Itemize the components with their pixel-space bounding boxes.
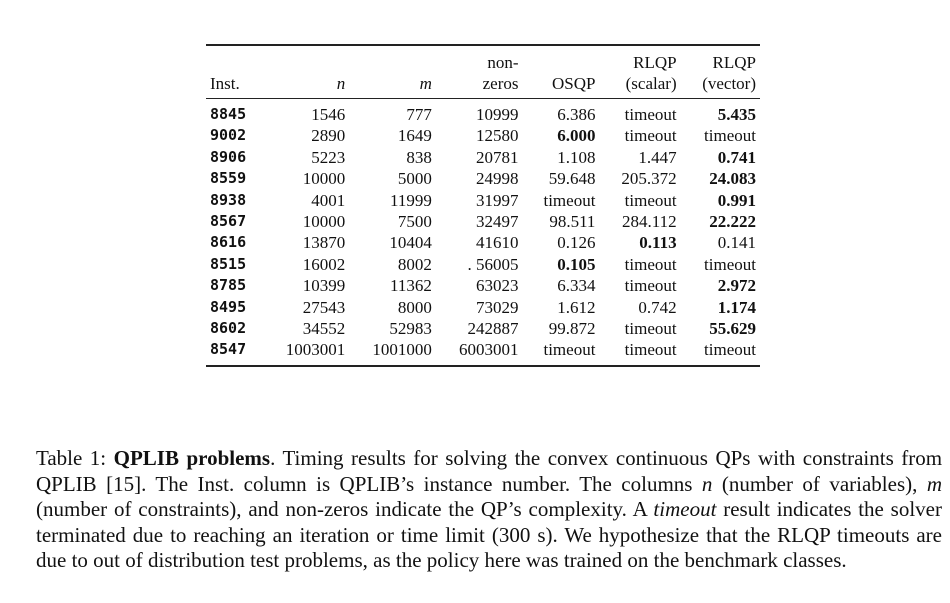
cell-osqp: 0.105 <box>557 254 596 274</box>
table-row <box>206 190 760 211</box>
cell-nonzeros: 20781 <box>476 147 519 167</box>
header-rlqp-scalar-line1: RLQP <box>633 53 677 72</box>
cell-rlqp-scalar: timeout <box>624 126 677 146</box>
table-row <box>206 318 760 339</box>
cell-nonzeros: 12580 <box>476 126 519 146</box>
caption-text-4: result indicates the solver terminated due to reaching an iteration or time limit (300 s). We hypothesize that the RLQP timeouts are due to out of distribution test problems, as the policy here was trained on the benchmark classes. <box>36 497 942 572</box>
cell-nonzeros: 63023 <box>476 276 519 296</box>
cell-osqp: 0.126 <box>557 233 596 253</box>
cell-n: 4001 <box>311 190 346 210</box>
cell-rlqp-scalar: timeout <box>624 340 677 360</box>
cell-osqp: 6.000 <box>557 126 596 146</box>
cell-rlqp-scalar: 0.113 <box>639 233 677 253</box>
cell-inst: 8845 <box>210 105 247 123</box>
results-table-container <box>206 44 760 367</box>
cell-m: 838 <box>406 147 432 167</box>
table-row <box>206 99 760 126</box>
table-row <box>206 275 760 296</box>
cell-m: 10404 <box>389 233 432 253</box>
header-nonzeros: zeros <box>482 74 519 93</box>
cell-m: 1001000 <box>372 340 432 360</box>
header-osqp: OSQP <box>551 74 596 93</box>
cell-rlqp-scalar: timeout <box>624 254 677 274</box>
cell-rlqp-scalar: 284.112 <box>621 212 677 232</box>
cell-rlqp-scalar: timeout <box>624 276 677 296</box>
header-rlqp-vector-line1: RLQP <box>712 53 756 72</box>
header-m-line1 <box>349 45 436 73</box>
cell-n: 2890 <box>311 126 346 146</box>
cell-rlqp-vector: 55.629 <box>709 319 756 339</box>
cell-inst: 8515 <box>210 254 247 273</box>
cell-rlqp-vector: timeout <box>704 126 756 146</box>
cell-inst: 8495 <box>210 297 247 316</box>
header-row-1 <box>206 45 760 73</box>
cell-nonzeros: 10999 <box>476 105 519 124</box>
cell-osqp: 99.872 <box>548 319 596 339</box>
cell-inst: 9002 <box>210 126 247 145</box>
header-inst-line1 <box>206 45 263 73</box>
cell-n: 10399 <box>302 276 346 296</box>
cell-osqp: timeout <box>543 340 596 360</box>
cell-nonzeros: . 56005 <box>467 254 519 274</box>
cell-osqp: 6.386 <box>557 105 596 124</box>
table-body <box>206 99 760 366</box>
table-row <box>206 147 760 168</box>
cell-rlqp-vector: timeout <box>704 254 756 274</box>
caption-var-m: m <box>926 471 942 496</box>
results-table <box>206 44 760 367</box>
cell-osqp: 6.334 <box>557 276 596 296</box>
caption-label: Table 1: <box>36 446 107 470</box>
cell-m: 8000 <box>397 297 432 317</box>
cell-rlqp-vector: 5.435 <box>717 105 756 124</box>
table-row <box>206 125 760 146</box>
cell-n: 1546 <box>311 105 346 124</box>
cell-rlqp-vector: 1.174 <box>717 297 756 317</box>
cell-osqp: 1.612 <box>557 297 596 317</box>
cell-osqp: 59.648 <box>548 169 596 189</box>
cell-rlqp-vector: 0.741 <box>717 147 756 167</box>
cell-rlqp-scalar: timeout <box>624 190 677 210</box>
cell-m: 8002 <box>397 254 432 274</box>
cell-rlqp-scalar: 1.447 <box>638 147 677 167</box>
table-caption <box>36 446 942 574</box>
cell-inst: 8906 <box>210 147 247 166</box>
cell-osqp: 98.511 <box>549 212 596 232</box>
cell-n: 1003001 <box>285 340 346 360</box>
cell-inst: 8547 <box>210 340 247 359</box>
cell-n: 5223 <box>311 147 346 167</box>
cell-n: 13870 <box>302 233 346 253</box>
cell-n: 10000 <box>302 169 346 189</box>
cell-m: 52983 <box>389 319 432 339</box>
header-n: n <box>336 74 346 93</box>
table-row <box>206 232 760 253</box>
cell-rlqp-vector: timeout <box>704 340 756 360</box>
header-row-2 <box>206 73 760 99</box>
table-row <box>206 254 760 275</box>
caption-var-n: n <box>701 471 713 496</box>
cell-nonzeros: 6003001 <box>459 340 519 360</box>
table-header <box>206 45 760 99</box>
cell-inst: 8559 <box>210 169 247 188</box>
cell-m: 11362 <box>390 276 432 296</box>
table-row <box>206 297 760 318</box>
cell-nonzeros: 24998 <box>476 169 519 189</box>
cell-m: 11999 <box>390 190 432 210</box>
table-row <box>206 211 760 232</box>
cell-m: 7500 <box>397 212 432 232</box>
caption-text-2: (number of variables), <box>712 471 927 496</box>
cell-inst: 8785 <box>210 276 247 295</box>
header-rlqp-vector: (vector) <box>702 74 756 93</box>
cell-n: 34552 <box>302 319 346 339</box>
header-nonzeros-line1: non- <box>487 53 519 72</box>
cell-m: 5000 <box>397 169 432 189</box>
cell-m: 777 <box>406 105 432 124</box>
cell-rlqp-vector: 24.083 <box>709 169 756 189</box>
cell-rlqp-scalar: 205.372 <box>621 169 677 189</box>
cell-m: 1649 <box>397 126 432 146</box>
caption-title: QPLIB problems <box>113 446 271 470</box>
header-inst: Inst. <box>210 74 240 93</box>
cell-osqp: 1.108 <box>557 147 596 167</box>
table-row <box>206 339 760 365</box>
caption-timeout-term: timeout <box>653 497 717 521</box>
cell-rlqp-vector: 2.972 <box>717 276 756 296</box>
cell-rlqp-vector: 22.222 <box>709 212 756 232</box>
cell-n: 10000 <box>302 212 346 232</box>
header-rlqp-scalar: (scalar) <box>625 74 677 93</box>
cell-nonzeros: 31997 <box>476 190 519 210</box>
cell-inst: 8938 <box>210 190 247 209</box>
header-osqp-line1 <box>523 45 600 73</box>
cell-inst: 8602 <box>210 319 247 338</box>
caption-text-3: (number of constraints), and non-zeros indicate the QP’s complexity. A <box>36 497 654 521</box>
cell-n: 27543 <box>302 297 346 317</box>
cell-nonzeros: 32497 <box>476 212 519 232</box>
table-row <box>206 168 760 189</box>
cell-rlqp-vector: 0.141 <box>717 233 756 253</box>
cell-inst: 8567 <box>210 212 247 231</box>
cell-rlqp-scalar: timeout <box>624 319 677 339</box>
cell-osqp: timeout <box>543 190 596 210</box>
cell-rlqp-scalar: 0.742 <box>638 297 677 317</box>
cell-nonzeros: 41610 <box>476 233 519 253</box>
cell-inst: 8616 <box>210 233 247 252</box>
cell-nonzeros: 73029 <box>476 297 519 317</box>
header-n-line1 <box>263 45 350 73</box>
caption-text-1: . Timing results for solving the convex continuous QPs with constraints from QPLIB [15]. The Inst. column is QPLIB’s instance number. The columns <box>36 446 943 496</box>
header-m: m <box>419 74 432 93</box>
cell-rlqp-vector: 0.991 <box>717 190 756 210</box>
cell-nonzeros: 242887 <box>467 319 519 339</box>
cell-rlqp-scalar: timeout <box>624 105 677 124</box>
cell-n: 16002 <box>302 254 346 274</box>
